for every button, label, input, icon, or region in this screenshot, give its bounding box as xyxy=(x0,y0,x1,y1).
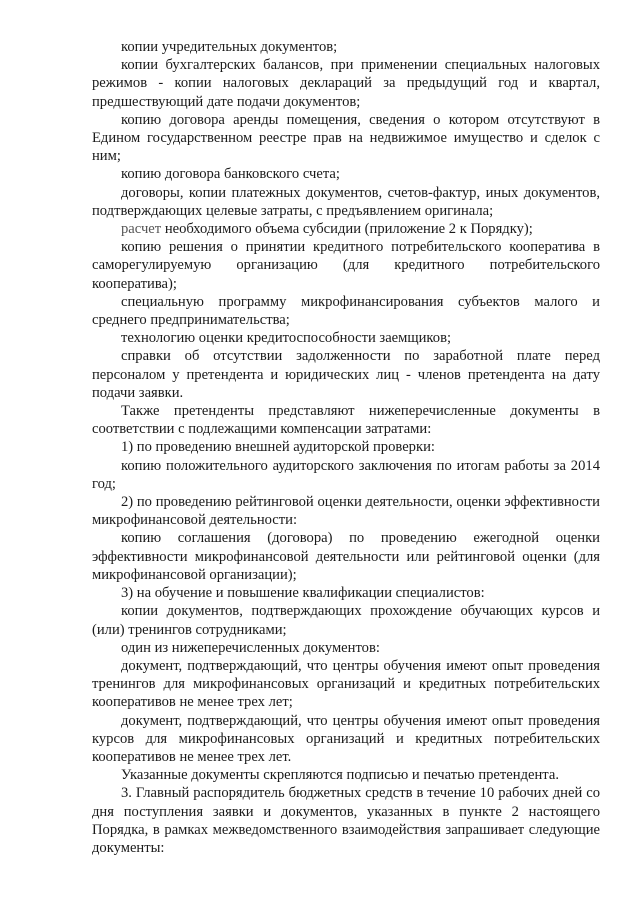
paragraph-founding-docs: копии учредительных документов; xyxy=(121,39,338,55)
paragraph-item-3: 3. Главный распорядитель бюджетных средств в течение 10 рабочих дней со дня поступления заявки и документов, указанных в пункте 2 настоящего Порядка, в рамках межведомственного взаимодействия запрашивает следующие документы: xyxy=(92,785,600,856)
paragraph-courses-experience: документ, подтверждающий, что центры обучения имеют опыт проведения курсов для микрофинансовых организаций и кредитных потребительских кооперативов не менее трех лет. xyxy=(92,712,600,765)
paragraph-training-docs: копии документов, подтверждающих прохождение обучающих курсов и (или) тренингов сотрудниками; xyxy=(92,603,600,638)
paragraph-microfinance-program: специальную программу микрофинансирования субъектов малого и среднего предпринимательства; xyxy=(92,293,600,329)
paragraph-rating-agreement: копию соглашения (договора) по проведению ежегодной оценки эффективности микрофинансовой деятельности или рейтинговой оценки (для микрофинансовой организации); xyxy=(92,530,600,583)
paragraph-bank-account: копию договора банковского счета; xyxy=(121,166,340,183)
paragraph-signature-seal: Указанные документы скрепляются подписью и печатью претендента. xyxy=(121,767,559,784)
paragraph-rating-item: 2) по проведению рейтинговой оценки деятельности, оценки эффективности микрофинансовой деятельности: xyxy=(92,494,600,529)
paragraph-one-of-docs: один из нижеперечисленных документов: xyxy=(121,639,380,656)
raschet-word: расчет xyxy=(121,221,162,238)
paragraph-training-item: 3) на обучение и повышение квалификации специалистов: xyxy=(121,585,485,602)
paragraph-trainings-experience: документ, подтверждающий, что центры обучения имеют опыт проведения тренингов для микрофинансовых организаций и кредитных потребительских кооперативов не менее трех лет; xyxy=(92,657,600,711)
paragraph-payment-docs: договоры, копии платежных документов, счетов-фактур, иных документов, подтверждающих целевые затраты, с предъявлением оригинала; xyxy=(92,184,600,219)
paragraph-audit-conclusion: копию положительного аудиторского заключения по итогам работы за 2014 год; xyxy=(92,457,600,492)
paragraph-additional-docs: Также претенденты представляют нижеперечисленные документы в соответствии с подлежащими компенсации затратами: xyxy=(92,403,600,438)
paragraph-lease-agreement: копию договора аренды помещения, сведения о котором отсутствуют в Едином государственном реестре прав на недвижимое имущество и сделок с ним; xyxy=(92,111,600,165)
paragraph-audit-item: 1) по проведению внешней аудиторской проверки: xyxy=(121,439,435,456)
paragraph-balance-sheets: копии бухгалтерских балансов, при применении специальных налоговых режимов - копии налоговых деклараций за предыдущий год и квартал, предшествующий дате подачи документов; xyxy=(92,57,600,110)
document-body xyxy=(92,38,600,857)
paragraph-subsidy-calculation xyxy=(92,220,600,238)
paragraph-cooperative-decision: копию решения о принятии кредитного потребительского кооператива в саморегулируемую организацию (для кредитного потребительского кооператива); xyxy=(92,239,600,292)
subsidy-calculation-text: необходимого объема субсидии (приложение 2 к Порядку); xyxy=(164,221,533,238)
paragraph-salary-certificates: справки об отсутствии задолженности по заработной плате перед персоналом у претендента и юридических лиц - членов претендента на дату подачи заявки. xyxy=(92,348,600,401)
paragraph-credit-technology: технологию оценки кредитоспособности заемщиков; xyxy=(121,330,452,347)
